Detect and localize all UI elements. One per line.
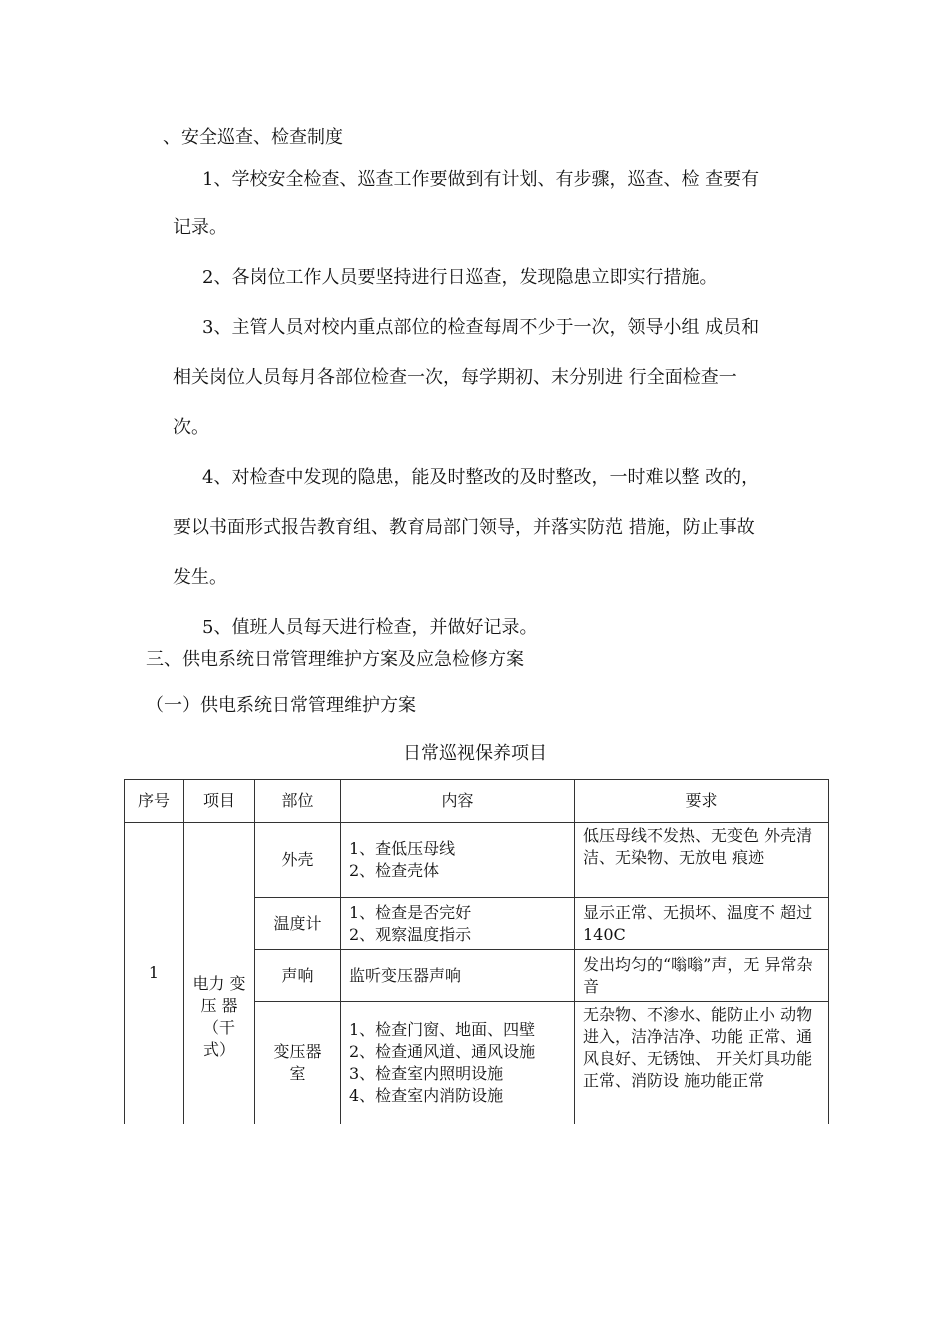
paragraph-line: 发生。 (173, 567, 227, 588)
item-line: 电力 变 (192, 974, 246, 994)
section-heading-power-supply: 三、供电系统日常管理维护方案及应急检修方案 (146, 649, 524, 670)
paragraph-line: 1、学校安全检查、巡查工作要做到有计划、有步骤，巡查、检 查要有 (202, 169, 760, 190)
content-line: 2、检查壳体 (349, 861, 440, 880)
item-line: 式） (202, 1040, 235, 1060)
content-cell (341, 898, 575, 950)
paragraph-line: 记录。 (173, 217, 227, 238)
paragraph-line: 4、对检查中发现的隐患，能及时整改的及时整改，一时难以整 改的， (202, 467, 760, 488)
table-row (125, 823, 829, 898)
item-line: 压 器 (200, 996, 238, 1016)
part-cell: 温度计 (255, 898, 341, 950)
content-line: 1、查低压母线 (349, 839, 456, 858)
content-line: 3、检查室内照明设施 (349, 1063, 504, 1083)
paragraph-line: 3、主管人员对校内重点部位的检查每周不少于一次，领导小组 成员和 (202, 317, 760, 338)
content-line: 2、观察温度指示 (349, 924, 472, 944)
seq-cell: 1 (125, 823, 184, 1124)
content-line: 1、检查是否完好 (349, 902, 472, 922)
item-line: （干 (202, 1018, 235, 1038)
content-line: 2、检查通风道、通风设施 (349, 1041, 536, 1061)
header-requirement: 要求 (575, 780, 829, 823)
requirement-cell: 发出均匀的“嗡嗡”声，无 异常杂音 (575, 950, 829, 1002)
requirement-cell: 无杂物、不渗水、能防止小 动物进入，洁净洁净、功能 正常、通风良好、无锈蚀、 开关灯具功能正常、消防设 施功能正常 (575, 1002, 829, 1124)
patrol-maintenance-table (124, 779, 829, 1124)
header-seq: 序号 (125, 780, 184, 823)
paragraph-line: 2、各岗位工作人员要坚持进行日巡查，发现隐患立即实行措施。 (202, 267, 718, 288)
requirement-cell: 低压母线不发热、无变色 外壳清洁、无染物、无放电 痕迹 (575, 823, 829, 898)
paragraph-line: 次。 (173, 417, 209, 438)
table-header-row (125, 780, 829, 823)
part-cell: 外壳 (255, 823, 341, 898)
header-part: 部位 (255, 780, 341, 823)
content-line: 1、检查门窗、地面、四壁 (349, 1019, 536, 1039)
content-cell: 监听变压器声响 (341, 950, 575, 1002)
content-line: 4、检查室内消防设施 (349, 1085, 504, 1105)
requirement-cell: 显示正常、无损坏、温度不 超过140C (575, 898, 829, 950)
content-cell (341, 1002, 575, 1124)
paragraph-line: 要以书面形式报告教育组、教育局部门领导，并落实防范 措施，防止事故 (173, 517, 755, 538)
section-heading-safety-patrol: 、安全巡查、检查制度 (163, 127, 343, 148)
header-item: 项目 (184, 780, 255, 823)
table-title: 日常巡视保养项目 (403, 743, 547, 764)
part-cell: 声响 (255, 950, 341, 1002)
header-content: 内容 (341, 780, 575, 823)
paragraph-line: 相关岗位人员每月各部位检查一次，每学期初、末分别进 行全面检查一 (173, 367, 737, 388)
paragraph-line: 5、值班人员每天进行检查，并做好记录。 (202, 617, 538, 638)
content-cell (341, 823, 575, 898)
item-cell (184, 823, 255, 1124)
subsection-heading: （一）供电系统日常管理维护方案 (146, 695, 416, 716)
part-cell: 变压器 室 (255, 1002, 341, 1124)
